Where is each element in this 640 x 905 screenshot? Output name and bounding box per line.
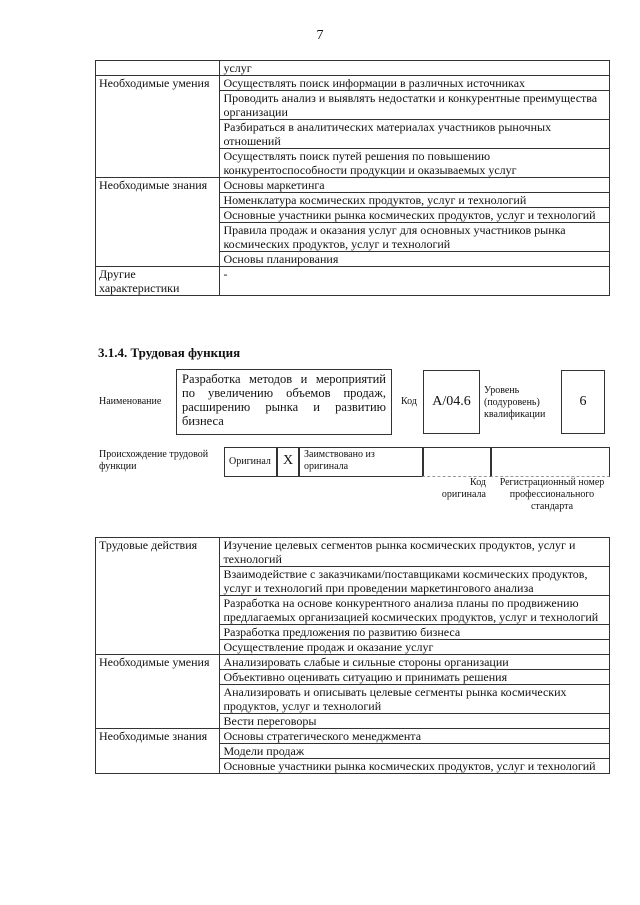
row-label-other: Другие характеристики: [96, 267, 220, 296]
original-mark: X: [283, 453, 294, 468]
code-box: [423, 370, 480, 434]
table-cell: Номенклатура космических продуктов, услуг и технологий: [220, 193, 610, 208]
table-row: [96, 655, 610, 670]
code-label: Код: [401, 396, 417, 407]
code-value: A/04.6: [432, 394, 471, 409]
row-label: [96, 61, 220, 76]
requirements-table-bottom: [95, 537, 610, 774]
table-cell: Модели продаж: [220, 744, 610, 759]
table-cell: Взаимодействие с заказчиками/поставщиками космических продуктов, услуг и технологий при проведении маркетингового анализа: [220, 567, 610, 596]
table-cell: Осуществление продаж и оказание услуг: [220, 640, 610, 655]
table-cell: Основы планирования: [220, 252, 610, 267]
original-label: Оригинал: [229, 456, 271, 467]
name-label: Наименование: [99, 396, 162, 407]
borrowed-label: Заимствовано из оригинала: [304, 449, 375, 472]
row-label-knowledge: Необходимые знания: [96, 729, 220, 774]
borrowed-cell: [298, 447, 424, 477]
table-row: [96, 267, 610, 296]
table-cell: Изучение целевых сегментов рынка космических продуктов, услуг и технологий: [220, 538, 610, 567]
table-cell: Основы маркетинга: [220, 178, 610, 193]
origin-label: Происхождение трудовой функции: [99, 449, 209, 472]
table-row: [96, 729, 610, 744]
table-cell: Разработка предложения по развитию бизнеса: [220, 625, 610, 640]
row-label-skills: Необходимые умения: [96, 76, 220, 178]
code-original-cell: [422, 447, 492, 477]
original-cell: [224, 447, 278, 477]
table-cell: Основные участники рынка космических продуктов, услуг и технологий: [220, 208, 610, 223]
code-original-label: Код оригинала: [441, 477, 486, 500]
level-box: [561, 370, 605, 434]
original-mark-cell: [276, 447, 300, 477]
function-name-box: [176, 369, 392, 435]
table-row: [96, 76, 610, 91]
table-cell: услуг: [220, 61, 610, 76]
table-cell: Проводить анализ и выявлять недостатки и конкурентные преимущества организации: [220, 91, 610, 120]
table-row: [96, 538, 610, 567]
table-cell: Разработка на основе конкурентного анализа планы по продвижению предлагаемых организацией космических продуктов, услуг и технологий: [220, 596, 610, 625]
section-title: 3.1.4. Трудовая функция: [98, 345, 241, 360]
function-name: Разработка методов и мероприятий по увеличению объемов продаж, расширению рынка и развитию бизнеса: [182, 372, 386, 428]
row-label-actions: Трудовые действия: [96, 538, 220, 655]
table-cell: Осуществлять поиск информации в различных источниках: [220, 76, 610, 91]
level-label: Уровень (подуровень) квалификации: [484, 385, 546, 420]
page-number: 7: [316, 28, 324, 43]
table-cell: Основы стратегического менеджмента: [220, 729, 610, 744]
reg-number-cell: [490, 447, 610, 477]
requirements-table-top: [95, 60, 610, 296]
reg-number-label: Регистрационный номер профессионального стандарта: [499, 477, 605, 512]
table-cell: Объективно оценивать ситуацию и принимать решения: [220, 670, 610, 685]
table-cell: Разбираться в аналитических материалах участников рыночных отношений: [220, 120, 610, 149]
row-label-knowledge: Необходимые знания: [96, 178, 220, 267]
table-cell: Осуществлять поиск путей решения по повышению конкурентоспособности продукции и оказываемых услуг: [220, 149, 610, 178]
level-value: 6: [579, 394, 587, 409]
table-cell: Вести переговоры: [220, 714, 610, 729]
table-row: [96, 61, 610, 76]
table-cell: -: [220, 267, 610, 296]
table-cell: Основные участники рынка космических продуктов, услуг и технологий: [220, 759, 610, 774]
table-cell: Правила продаж и оказания услуг для основных участников рынка космических продуктов, услуг и технологий: [220, 223, 610, 252]
table-cell: Анализировать и описывать целевые сегменты рынка космических продуктов, услуг и технологий: [220, 685, 610, 714]
table-row: [96, 178, 610, 193]
table-cell: Анализировать слабые и сильные стороны организации: [220, 655, 610, 670]
row-label-skills: Необходимые умения: [96, 655, 220, 729]
